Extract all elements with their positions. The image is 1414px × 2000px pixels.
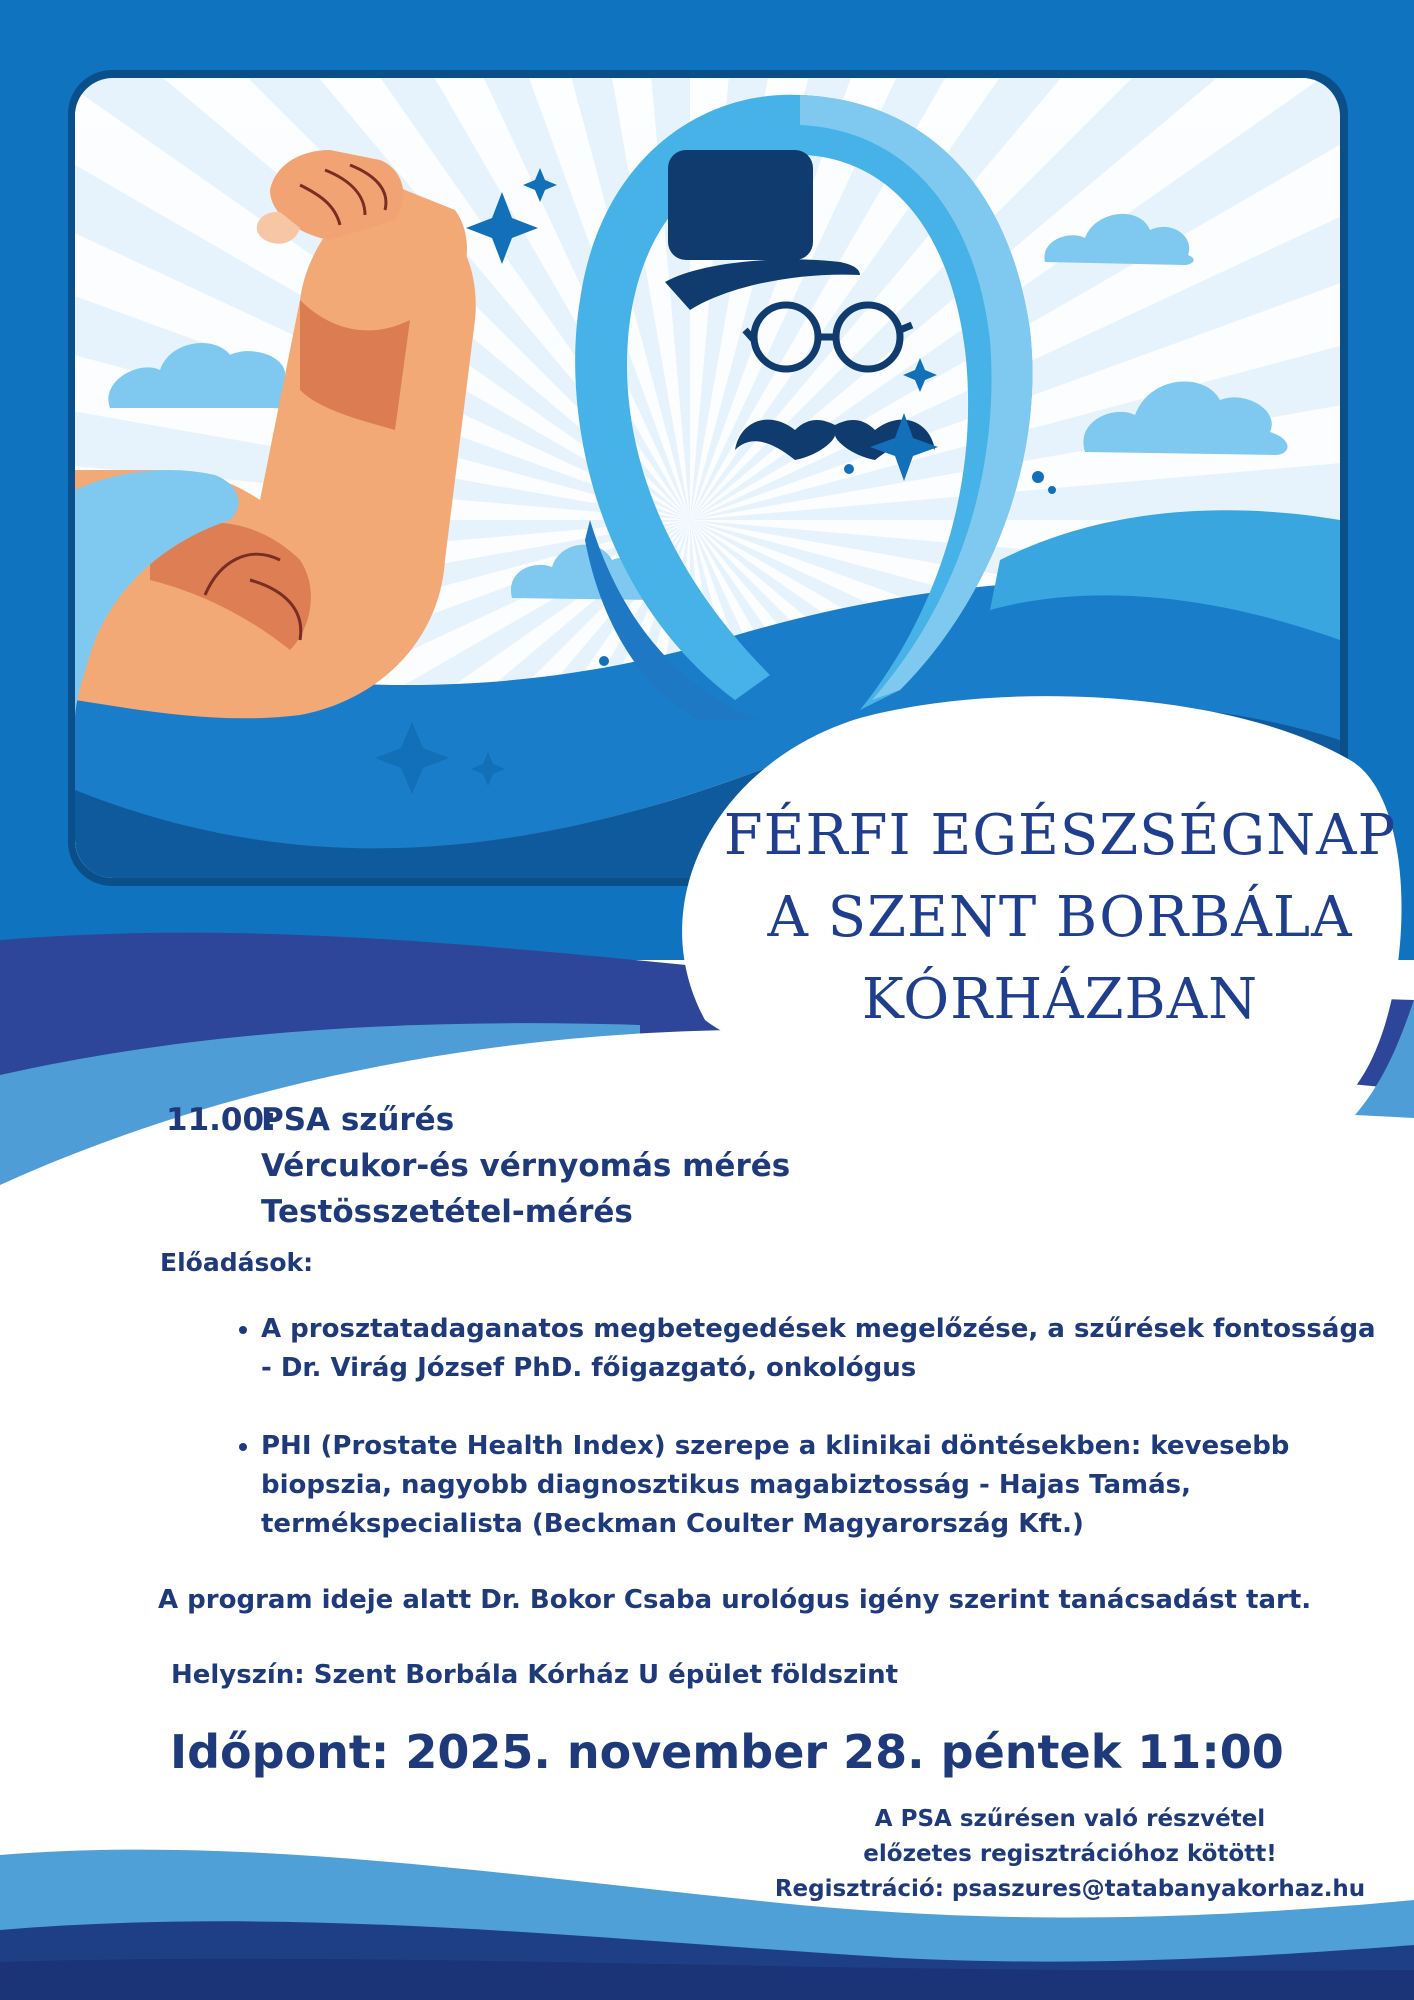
registration-line-2: előzetes regisztrációhoz kötött! (863, 1841, 1277, 1867)
event-datetime: Időpont: 2025. november 28. péntek 11:00 (170, 1725, 1284, 1779)
lectures-heading: Előadások: (160, 1248, 314, 1277)
title-line-3: KÓRHÁZBAN (861, 967, 1259, 1032)
schedule-item-bloodsugar: Vércukor-és vérnyomás mérés (261, 1148, 791, 1184)
title-line-2: A SZENT BORBÁLA (767, 885, 1353, 950)
event-location: Helyszín: Szent Borbála Kórház U épület földszint (171, 1660, 899, 1690)
lecture-list (230, 1310, 1381, 1583)
schedule-item-body-composition: Testösszetétel-mérés (261, 1194, 633, 1230)
lecture-item-1: • A prosztatadaganatos megbetegedések megelőzése, a szűrések fontossága - Dr. Virág József PhD. főigazgató, onkológus (261, 1310, 1381, 1388)
registration-note (760, 1802, 1380, 1907)
registration-line-1: A PSA szűrésen való részvétel (874, 1806, 1266, 1832)
registration-email[interactable]: Regisztráció: psaszures@tatabanyakorhaz.hu (774, 1876, 1366, 1902)
title-line-1: FÉRFI EGÉSZSÉGNAP (723, 803, 1397, 868)
event-title (700, 795, 1414, 1041)
program-note: A program ideje alatt Dr. Bokor Csaba urológus igény szerint tanácsadást tart. (158, 1585, 1312, 1615)
lecture-item-2: • PHI (Prostate Health Index) szerepe a klinikai döntésekben: kevesebb biopszia, nagyobb diagnosztikus magabiztosság - Hajas Tamás, termékspecialista (Beckman Coulter Magyarország Kft.) (261, 1427, 1381, 1544)
schedule-item-psa: PSA szűrés (261, 1102, 455, 1138)
schedule-time: 11.00: (166, 1102, 277, 1138)
